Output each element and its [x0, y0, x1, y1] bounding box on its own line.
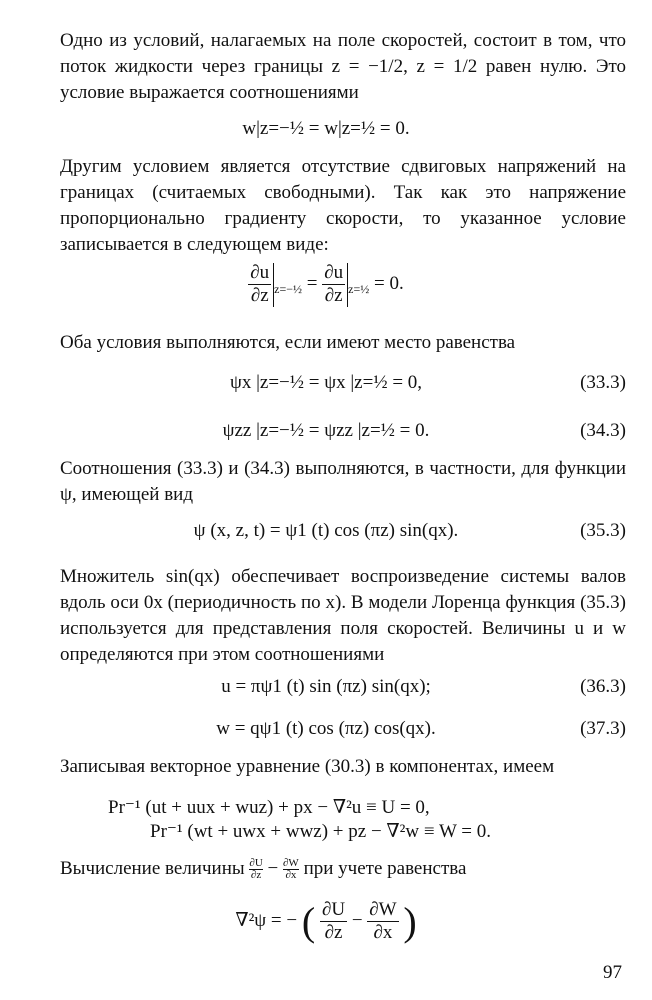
paragraph-7-minus: −	[267, 858, 279, 879]
equation-number: (34.3)	[580, 420, 626, 441]
frac-numerator: ∂U	[321, 899, 346, 920]
equation-number: (36.3)	[580, 676, 626, 697]
frac-denominator: ∂z	[250, 285, 269, 306]
paragraph-6: Записывая векторное уравнение (30.3) в компонентах, имеем	[60, 756, 555, 777]
equation-36-3	[0, 676, 652, 698]
equation-equals: =	[306, 272, 318, 294]
equation-text: ψzz |z=−½ = ψzz |z=½ = 0.	[222, 420, 430, 441]
equation-boundary-w	[0, 118, 652, 140]
equation-text: Pr⁻¹ (ut + uux + wuz) + px − ∇²u ≡ U = 0,	[108, 797, 430, 818]
equation-subscript-left: z=−½	[274, 281, 303, 296]
frac-numerator: ∂u	[324, 262, 344, 283]
equation-number: (33.3)	[580, 372, 626, 393]
small-frac-num: ∂U	[249, 857, 263, 870]
equation-stress	[0, 262, 652, 307]
small-frac-num: ∂W	[283, 857, 299, 870]
equation-text: u = πψ1 (t) sin (πz) sin(qx);	[221, 676, 431, 697]
frac-numerator: ∂W	[369, 899, 397, 920]
paragraph-1: Одно из условий, налагаемых на поле скоростей, состоит в том, что поток жидкости через границы z = −1/2, z = 1/2 равен нулю. Это условие выражается соотношениями	[60, 30, 626, 103]
equation-laplace-psi	[0, 898, 652, 945]
left-paren: (	[301, 899, 316, 944]
right-paren: )	[403, 899, 417, 944]
small-frac-den: ∂z	[250, 869, 262, 882]
paragraph-7-text: Вычисление величины	[60, 858, 245, 879]
equation-lhs: ∇²ψ = −	[235, 909, 298, 931]
equation-text: ψx |z=−½ = ψx |z=½ = 0,	[229, 372, 423, 393]
equation-text: w|z=−½ = w|z=½ = 0.	[242, 118, 410, 139]
equation-33-3	[0, 372, 652, 394]
paragraph-2: Другим условием является отсутствие сдвиговых напряжений на границах (считаемых свободными). Так как это напряжение пропорционально градиенту скорости, то указанное условие записывается в следующем виде:	[60, 156, 626, 255]
equation-system-line-1	[108, 796, 628, 819]
frac-denominator: ∂x	[373, 922, 393, 943]
equation-number: (37.3)	[580, 718, 626, 739]
equation-35-3	[0, 520, 652, 542]
equation-minus: −	[351, 909, 363, 931]
small-frac-den: ∂x	[285, 869, 297, 882]
equation-34-3	[0, 420, 652, 442]
frac-numerator: ∂u	[250, 262, 270, 283]
equation-text: ψ (x, z, t) = ψ1 (t) cos (πz) sin(qx).	[193, 520, 459, 541]
equation-text: w = qψ1 (t) cos (πz) cos(qx).	[216, 718, 436, 739]
equation-system-line-2	[150, 820, 630, 843]
paragraph-7	[60, 856, 626, 882]
equation-subscript-right: z=½	[348, 281, 370, 296]
equation-37-3	[0, 718, 652, 740]
equation-number: (35.3)	[580, 520, 626, 541]
equation-tail: = 0.	[374, 272, 404, 294]
page-number: 97	[603, 962, 622, 983]
frac-denominator: ∂z	[324, 922, 343, 943]
paragraph-5: Множитель sin(qx) обеспечивает воспроизведение системы валов вдоль оси 0x (периодичность по x). В модели Лоренца функция (35.3) используется для представления поля скоростей. Величины u и w определяются при этом соотношениями	[60, 566, 626, 665]
paragraph-3: Оба условия выполняются, если имеют место равенства	[60, 332, 516, 353]
paragraph-4: Соотношения (33.3) и (34.3) выполняются, в частности, для функции ψ, имеющей вид	[60, 458, 626, 505]
paragraph-7-after: при учете равенства	[303, 858, 467, 879]
frac-denominator: ∂z	[324, 285, 343, 306]
equation-text: Pr⁻¹ (wt + uwx + wwz) + pz − ∇²w ≡ W = 0.	[150, 821, 492, 842]
